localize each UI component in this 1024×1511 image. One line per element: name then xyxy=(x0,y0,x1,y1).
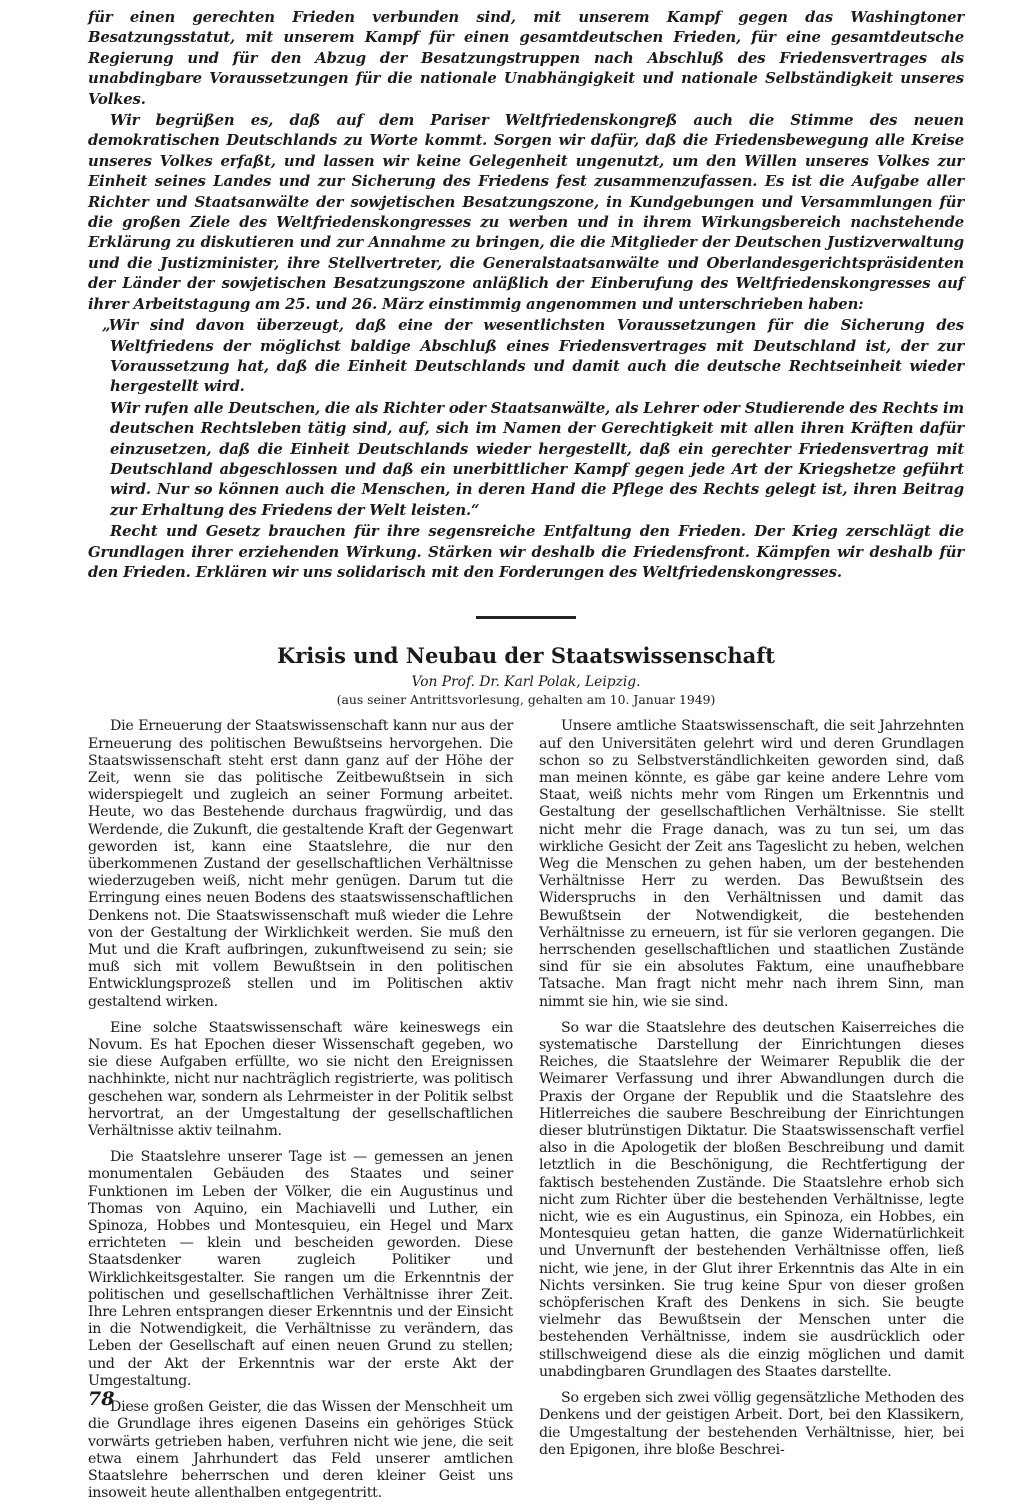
body-paragraph: So ergeben sich zwei völlig gegensätzliche Methoden des Denkens und der geistigen Arbeit. Dort, bei den Klassikern, die Umgestaltung der bestehenden Verhältnisse, hier, bei den Epigonen, ihre bloße Beschrei- xyxy=(539,1390,964,1458)
intro-section xyxy=(88,8,964,583)
article-subnote: (aus seiner Antrittsvorlesung, gehalten am 10. Januar 1949) xyxy=(336,692,716,708)
intro-paragraph: Wir begrüßen es, daß auf dem Pariser Weltfriedenskongreß auch die Stimme des neuen demokratischen Deutschlands zu Worte kommt. Sorgen wir dafür, daß die Friedensbewegung alle Kreise unseres Volkes erfaßt, und lassen wir keine Gelegenheit ungenutzt, um den Willen unseres Volkes zur Einheit seines Landes und zur Sicherung des Friedens fest zusammenzufassen. Es ist die Aufgabe aller Richter und Staatsanwälte der sowjetischen Besatzungszone, in Kundgebungen und Versammlungen für die großen Ziele des Weltfriedenskongresses zu werben und in ihrem Wirkungsbereich nachstehende Erklärung zu diskutieren und zur Annahme zu bringen, die die Mitglieder der Deutschen Justizverwaltung und die Justizminister, ihre Stellvertreter, die Generalstaatsanwälte und Oberlandesgerichtspräsidenten der Länder der sowjetischen Besatzungszone anläßlich der Einberufung des Weltfriedenskongresses auf ihrer Arbeitstagung am 25. und 26. März einstimmig angenommen und unterschrieben haben: xyxy=(88,112,964,313)
left-column xyxy=(88,718,513,1511)
body-paragraph: Eine solche Staatswissenschaft wäre keineswegs ein Novum. Es hat Epochen dieser Wissenschaft gegeben, wo sie diese Aufgaben erfüllte, wo sie nicht den Ereignissen nachhinkte, nicht nur nachträglich registrierte, was politisch geschehen war, sondern als Lehrmeister in der Politik selbst hervortrat, an der Umgestaltung der gesellschaftlichen Verhältnisse aktiv teilnahm. xyxy=(88,1019,513,1140)
section-divider xyxy=(476,616,576,619)
document-page xyxy=(88,8,964,1511)
article-title: Krisis und Neubau der Staatswissenschaft xyxy=(276,643,776,669)
intro-paragraph: für einen gerechten Frieden verbunden sind, mit unserem Kampf gegen das Washingtoner Besatzungsstatut, mit unserem Kampf für einen gesamtdeutschen Frieden, für eine gesamtdeutsche Regierung und für den Abzug der Besatzungstruppen nach Abschluß des Friedensvertrages als unabdingbare Voraussetzungen für die nationale Unabhängigkeit und nationale Selbständigkeit unseres Volkes. xyxy=(88,9,964,108)
body-paragraph: Unsere amtliche Staatswissenschaft, die seit Jahrzehnten auf den Universitäten gelehrt wird und deren Grundlagen schon so zu Selbstverständlichkeiten geworden sind, daß man meinen könnte, es gäbe gar keine andere Lehre vom Staat, weiß nichts mehr vom Ringen um Erkenntnis und Gestaltung der gesellschaftlichen Verhältnisse. Sie stellt nicht mehr die Frage danach, was zu tun sei, um das wirkliche Gesicht der Zeit ans Tageslicht zu heben, welchen Weg die Menschen zu gehen haben, um der bestehenden Verhältnisse Herr zu werden. Das Bewußtsein des Widerspruchs in den Verhältnissen und damit das Bewußtsein der Notwendigkeit, die bestehenden Verhältnisse zu erneuern, ist für sie verloren gegangen. Die herrschenden gesellschaftlichen und staatlichen Zustände sind für sie ein absolutes Faktum, eine unaufhebbare Tatsache. Man fragt nicht mehr nach ihrem Sinn, man nimmt sie hin, wie sie sind. xyxy=(539,718,964,1010)
page-number: 78 xyxy=(88,1388,115,1410)
intro-paragraph: Recht und Gesetz brauchen für ihre segensreiche Entfaltung den Frieden. Der Krieg zerschlägt die Grundlagen ihrer erziehenden Wirkung. Stärken wir deshalb die Friedensfront. Kämpfen wir deshalb für den Frieden. Erklären wir uns solidarisch mit den Forderungen des Weltfriedenskongresses. xyxy=(88,523,964,581)
article-byline: Von Prof. Dr. Karl Polak, Leipzig. xyxy=(411,674,641,691)
article-body xyxy=(88,718,964,1511)
declaration-quote: Wir rufen alle Deutschen, die als Richter oder Staatsanwälte, als Lehrer oder Studierende des Rechts im deutschen Rechtsleben tätig sind, auf, sich im Namen der Gerechtigkeit mit allen ihren Kräften dafür einzusetzen, daß die Einheit Deutschlands wieder hergestellt, daß ein gerechter Friedensvertrag mit Deutschland abgeschlossen und daß ein unerbittlicher Kampf gegen jede Art der Kriegshetze geführt wird. Nur so können auch die Menschen, in deren Hand die Pflege des Rechts gelegt ist, ihren Beitrag zur Erhaltung des Friedens der Welt leisten.“ xyxy=(110,399,964,519)
right-column xyxy=(539,718,964,1511)
body-paragraph: Diese großen Geister, die das Wissen der Menschheit um die Grundlage ihres eigenen Daseins ein gehöriges Stück vorwärts getrieben haben, verfuhren nicht wie jene, die seit etwa einem Jahrhundert das Feld unserer amtlichen Staatslehre beherrschen und deren kleiner Geist uns insoweit heute allenthalben entgegentritt. xyxy=(88,1399,513,1502)
body-paragraph: Die Staatslehre unserer Tage ist — gemessen an jenen monumentalen Gebäuden des Staates und seiner Funktionen im Leben der Völker, die ein Augustinus und Thomas von Aquino, ein Machiavelli und Luther, ein Spinoza, Hobbes und Montesquieu, ein Hegel und Marx errichteten — klein und bescheiden geworden. Diese Staatsdenker waren zugleich Politiker und Wirklichkeitsgestalter. Sie rangen um die Erkenntnis der politischen und gesellschaftlichen Verhältnisse ihrer Zeit. Ihre Lehren entsprangen dieser Erkenntnis und der Einsicht in die Notwendigkeit, die Verhältnisse zu verändern, das Leben der Gesellschaft auf einen neuen Grund zu stellen; und der Akt der Erkenntnis war der erste Akt der Umgestaltung. xyxy=(88,1149,513,1389)
body-paragraph: So war die Staatslehre des deutschen Kaiserreiches die systematische Darstellung der Einrichtungen dieses Reiches, die Staatslehre der Weimarer Republik die der Weimarer Verfassung und ihrer Abwandlungen durch die Praxis der Organe der Republik und die Staatslehre des Hitlerreiches die saubere Beschreibung der Einrichtungen dieser blutrünstigen Diktatur. Die Staatswissenschaft verfiel also in die Apologetik der bloßen Beschreibung und damit letztlich in die Beschönigung, die Rechtfertigung der faktisch bestehenden Zustände. Die Staatslehre erhob sich nicht zum Richter über die bestehenden Verhältnisse, legte nicht, wie es ein Augustinus, ein Spinoza, ein Hobbes, ein Montesquieu getan hatten, die ganze Widernatürlichkeit und Unvernunft der bestehenden Verhältnisse offen, ließ nicht, wie jene, in der Glut ihrer Erkenntnis das Alte in ein Nichts versinken. Sie trug keine Spur von dieser großen schöpferischen Kraft des Denkens in sich. Sie beugte vielmehr das Bewußtsein der Menschen unter die bestehenden Verhältnisse, indem sie ausdrücklich oder stillschweigend diese als die einzig möglichen und damit unabdingbaren Grundlagen des Staates darstellte. xyxy=(539,1019,964,1380)
body-paragraph: Die Erneuerung der Staatswissenschaft kann nur aus der Erneuerung des politischen Bewußtseins hervorgehen. Die Staatswissenschaft steht erst dann ganz auf der Höhe der Zeit, wenn sie das politische Zeitbewußtsein in sich widerspiegelt und zugleich an seiner Formung arbeitet. Heute, wo das Bestehende durchaus fragwürdig, und das Werdende, die Zukunft, die gestaltende Kraft der Gegenwart geworden ist, kann eine Staatslehre, die nur den überkommenen Zustand der gesellschaftlichen Verhältnisse wiederzugeben weiß, nicht mehr genügen. Darum tut die Erringung eines neuen Bodens des staatswissenschaftlichen Denkens not. Die Staatswissenschaft muß wieder die Lehre von der Gestaltung der Wirklichkeit werden. Sie muß den Mut und die Kraft aufbringen, zukunftweisend zu sein; sie muß sich mit vollem Bewußtsein in den politischen Entwicklungsprozeß stellen und im Politischen aktiv gestaltend wirken. xyxy=(88,718,513,1010)
declaration-quote: „Wir sind davon überzeugt, daß eine der wesentlichsten Voraussetzungen für die Sicherung des Weltfriedens der möglichst baldige Abschluß eines Friedensvertrages mit Deutschland ist, der zur Voraussetzung hat, daß die Einheit Deutschlands und damit auch die deutsche Rechtseinheit wieder hergestellt wird. xyxy=(102,317,964,396)
